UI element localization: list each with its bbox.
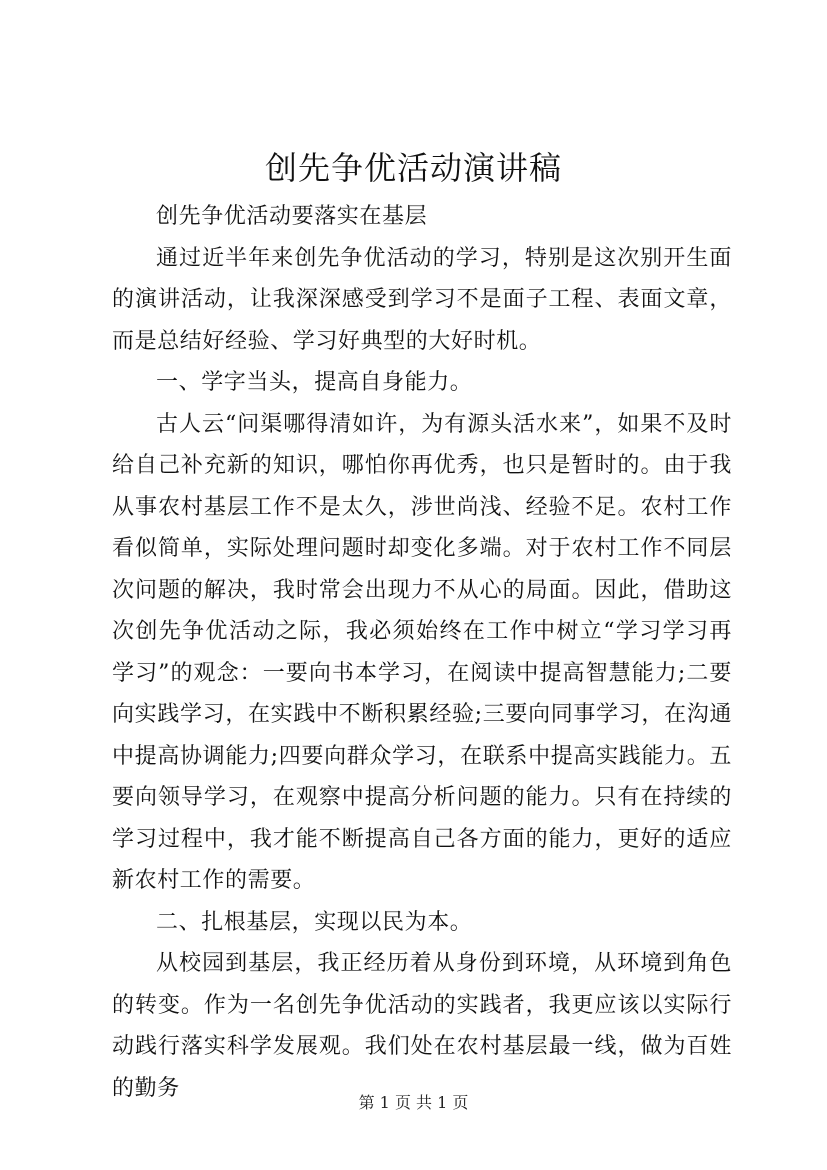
document-title: 创先争优活动演讲稿 — [264, 149, 562, 187]
document-body — [112, 196, 732, 1109]
section-heading-1: 一、学字当头，提高自身能力。 — [156, 370, 473, 395]
paragraph-intro: 通过近半年来创先争优活动的学习，特别是这次别开生面的演讲活动，让我深深感受到学习不是面子工程、表面文章，而是总结好经验、学习好典型的大好时机。 — [112, 245, 732, 354]
page-footer: 第 1 页 共 1 页 — [358, 1093, 469, 1112]
section-heading-2: 二、扎根基层，实现以民为本。 — [156, 909, 473, 935]
paragraph-section-1: 古人云“问渠哪得清如许，为有源头活水来”，如果不及时给自己补充新的知识，哪怕你再优秀，也只是暂时的。由于我从事农村基层工作不是太久，涉世尚浅、经验不足。农村工作看似简单，实际处理问题时却变化多端。对于农村工作不同层次问题的解决，我时常会出现力不从心的局面。因此，借助这次创先争优活动之际，我必须始终在工作中树立“学习学习再学习”的观念：一要向书本学习，在阅读中提高智慧能力;二要向实践学习，在实践中不断积累经验;三要向同事学习，在沟通中提高协调能力;四要向群众学习，在联系中提高实践能力。五要向领导学习，在观察中提高分析问题的能力。只有在持续的学习过程中，我才能不断提高自己各方面的能力，更好的适应新农村工作的需要。 — [112, 411, 732, 893]
paragraph-section-2: 从校园到基层，我正经历着从身份到环境，从环境到角色的转变。作为一名创先争优活动的实践者，我更应该以实际行动践行落实科学发展观。我们处在农村基层最一线，做为百姓的勤务 — [112, 951, 732, 1101]
paragraph-subtitle: 创先争优活动要落实在基层 — [156, 204, 428, 229]
